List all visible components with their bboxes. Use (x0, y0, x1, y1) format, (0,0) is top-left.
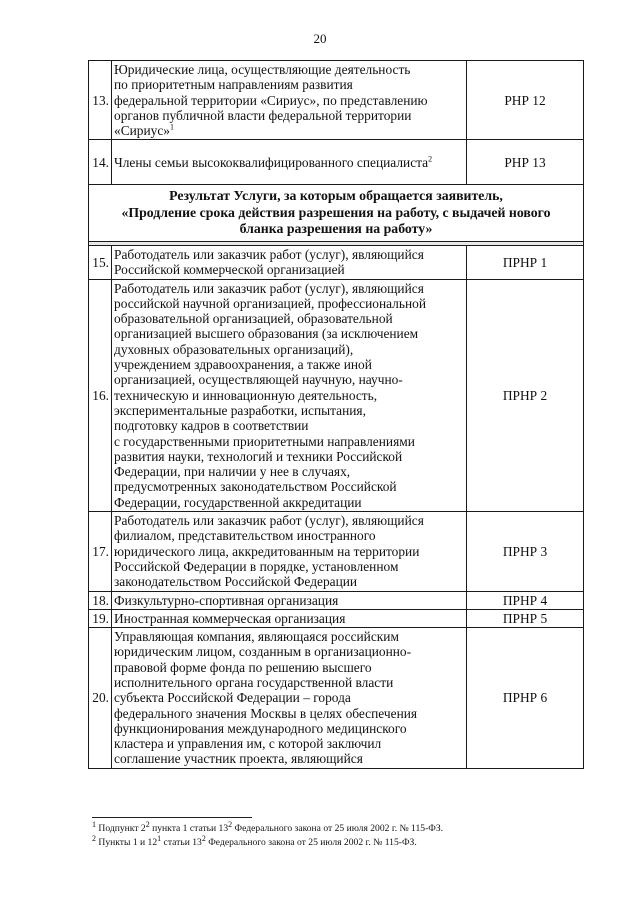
description-line: российской научной организацией, профессиональной (114, 295, 426, 311)
description-line: учреждением здравоохранения, а также иной (114, 357, 372, 373)
footnotes (92, 819, 582, 850)
table-row (89, 609, 584, 627)
footnote-mark: 1 (92, 819, 96, 829)
description-line: федеральной территории «Сириус», по представлению (114, 92, 428, 108)
row-description (112, 279, 467, 511)
footnote-text: Федерального закона от 25 июля 2002 г. № 115-ФЗ. (205, 837, 417, 848)
section-header-row (89, 185, 584, 242)
section-header-line: бланка разрешения на работу» (239, 221, 433, 237)
footnote-divider (92, 817, 252, 818)
footnote-sup: 2 (145, 819, 150, 829)
description-line: юридическим лицом, созданным в организационно- (114, 644, 412, 660)
category-code: РНР 12 (467, 61, 584, 140)
row-number: 14. (89, 140, 112, 185)
description-line: федерального значения Москвы в целях обеспечения (114, 705, 418, 721)
footnote-text: Федерального закона от 25 июля 2002 г. № 115-ФЗ. (232, 823, 444, 834)
description-line: Российской Федерации в порядке, установленном (114, 558, 399, 574)
description-line: законодательством Российской Федерации (114, 574, 358, 590)
description-line: Иностранная коммерческая организация (114, 610, 346, 626)
description-line: субъекта Российской Федерации – города (114, 690, 351, 706)
footnote-sup: 2 (201, 833, 206, 843)
row-description (112, 140, 467, 185)
section-header-line: Результат Услуги, за которым обращается заявитель, (169, 188, 503, 204)
footnote-ref: 2 (428, 154, 433, 164)
table-row (89, 61, 584, 140)
footnote (92, 833, 582, 850)
description-line: органов публичной власти федеральной территории (114, 107, 412, 123)
description-line: с государственными приоритетными направлениями (114, 433, 415, 449)
category-code: РНР 13 (467, 140, 584, 185)
description-line: образовательной организацией, образовательной (114, 311, 393, 327)
section-header-line: «Продление срока действия разрешения на работу, с выдачей нового (121, 204, 551, 220)
row-number: 20. (89, 628, 112, 769)
description-line: Федерации, государственной аккредитации (114, 494, 362, 510)
permit-category-table (88, 60, 584, 769)
row-description (112, 609, 467, 627)
row-number: 19. (89, 609, 112, 627)
category-code: ПРНР 3 (467, 512, 584, 591)
row-number: 13. (89, 61, 112, 140)
description-line: филиалом, представительством иностранного (114, 528, 376, 544)
footnote-sup: 1 (157, 833, 162, 843)
description-line: юридического лица, аккредитованным на территории (114, 543, 420, 559)
description-line: правовой форме фонда по решению высшего (114, 659, 372, 675)
table-row (89, 140, 584, 185)
description-line: исполнительного органа государственной власти (114, 675, 394, 690)
description-line: духовных образовательных организаций), (114, 341, 354, 357)
category-code: ПРНР 4 (467, 591, 584, 609)
description-line: Работодатель или заказчик работ (услуг), являющийся (114, 280, 424, 296)
footnote-mark: 2 (92, 833, 96, 843)
description-line: кластера и управления им, с которой заключил (114, 736, 382, 752)
row-description (112, 61, 467, 140)
footnote-ref: 1 (170, 122, 174, 132)
row-number: 18. (89, 591, 112, 609)
row-number: 15. (89, 245, 112, 279)
description-line: Работодатель или заказчик работ (услуг), являющийся (114, 513, 424, 529)
section-header (89, 185, 584, 242)
description-line: организацией, осуществляющей научную, научно- (114, 372, 403, 388)
footnote-text: статьи 13 (161, 837, 202, 848)
table-row (89, 591, 584, 609)
description-line (114, 123, 464, 138)
description-line: Федерации, при наличии у нее в случаях, (114, 464, 351, 480)
row-description (112, 512, 467, 591)
table-row (89, 279, 584, 511)
description-text: Члены семьи высококвалифицированного специалиста (114, 154, 429, 170)
footnote-text: Подпункт 2 (96, 823, 146, 834)
description-line: Физкультурно-спортивная организация (114, 592, 339, 608)
description-line: Юридические лица, осуществляющие деятельность (114, 62, 411, 77)
description-line: Российской коммерческой организацией (114, 262, 345, 278)
row-description (112, 245, 467, 279)
table-row (89, 245, 584, 279)
row-description (112, 591, 467, 609)
footnote-sup: 2 (228, 819, 233, 829)
category-code: ПРНР 6 (467, 628, 584, 769)
table-row (89, 628, 584, 769)
description-line: подготовку кадров в соответствии (114, 418, 309, 434)
footnote (92, 819, 582, 836)
row-number: 17. (89, 512, 112, 591)
category-code: ПРНР 1 (467, 245, 584, 279)
footnote-text: Пункты 1 и 12 (96, 837, 158, 848)
description-line: по приоритетным направлениям развития (114, 77, 353, 93)
category-code: ПРНР 5 (467, 609, 584, 627)
description-line: Работодатель или заказчик работ (услуг), являющийся (114, 246, 424, 262)
category-code: ПРНР 2 (467, 279, 584, 511)
description-line: Управляющая компания, являющаяся российским (114, 629, 399, 645)
description-line: предусмотренных законодательством Российской (114, 479, 397, 495)
description-text: «Сириус» (114, 123, 170, 139)
table-row (89, 512, 584, 591)
description-line: развития науки, технологий и техники Российской (114, 448, 403, 464)
footnote-text: пункта 1 статьи 13 (149, 823, 229, 834)
description-line: организацией высшего образования (за исключением (114, 326, 419, 342)
description-line: техническую и инновационную деятельность, (114, 387, 378, 403)
row-description (112, 628, 467, 769)
page-number: 20 (313, 31, 327, 46)
description-line: функционирования международного медицинского (114, 720, 407, 736)
description-line: экспериментальные разработки, испытания, (114, 402, 366, 418)
description-line: соглашение участник проекта, являющийся (114, 751, 363, 767)
row-number: 16. (89, 279, 112, 511)
